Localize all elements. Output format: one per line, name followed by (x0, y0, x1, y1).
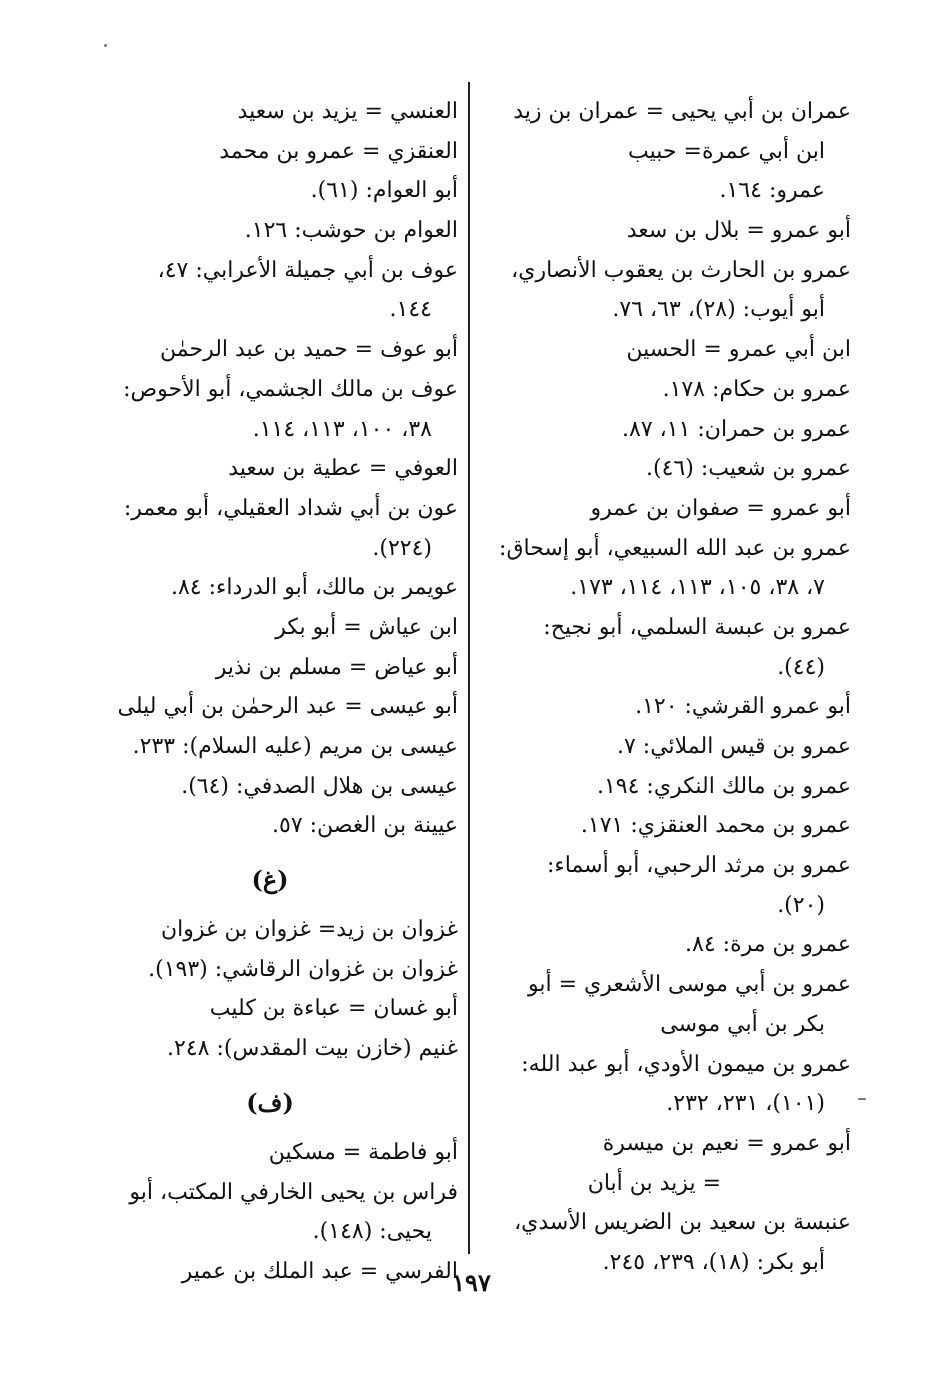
index-entry: عمران بن أبي يحيى = عمران بن زيد (513, 99, 851, 124)
column-divider (468, 82, 470, 1254)
index-entry: أبو عياض = مسلم بن نذير (215, 654, 458, 680)
index-entry: عمرو بن الحارث بن يعقوب الأنصاري، (511, 257, 851, 283)
index-entry: عمرو: ١٦٤. (719, 178, 825, 204)
index-entry: عوف بن أبي جميلة الأعرابي: ٤٧، (157, 257, 458, 283)
index-entry: عمرو بن عبسة السلمي، أبو نجيح: (543, 614, 851, 640)
index-entry: عمرو بن ميمون الأودي، أبو عبد الله: (521, 1051, 851, 1077)
index-entry: العنسي = يزيد بن سعيد (237, 99, 458, 124)
index-entry: أبو عوف = حميد بن عبد الرحمٰن (160, 337, 458, 363)
index-entry-continuation: ٣٨، ١٠٠، ١١٣، ١١٤. (252, 416, 432, 442)
section-heading-fa: (ف) (246, 1087, 294, 1117)
index-entry-continuation: بكر بن أبي موسى (660, 1011, 825, 1037)
index-entry: عويمر بن مالك، أبو الدرداء: ٨٤. (170, 575, 458, 601)
index-entry: عنبسة بن سعيد بن الضريس الأسدي، (514, 1210, 851, 1236)
index-entry: عمرو بن محمد العنقزي: ١٧١. (580, 813, 851, 839)
index-entry: ابن عياش = أبو بكر (275, 614, 458, 640)
index-entry: العنقزي = عمرو بن محمد (219, 138, 458, 164)
index-entry-continuation: (٤٤). (777, 654, 825, 680)
index-entry: فراس بن يحيى الخارفي المكتب، أبو (129, 1179, 458, 1205)
index-entry: عمرو بن قيس الملائي: ٧. (616, 734, 851, 759)
index-entry: عمرو بن عبد الله السبيعي، أبو إسحاق: (499, 535, 851, 561)
index-entry-continuation: أبو أيوب: (٢٨)، ٦٣، ٧٦. (612, 297, 825, 323)
index-entry: الفرسي = عبد الملك بن عمير (181, 1258, 458, 1284)
index-entry-continuation: (٢٢٤). (372, 535, 432, 561)
index-entry: عون بن أبي شداد العقيلي، أبو معمر: (123, 495, 458, 521)
index-entry: عمرو بن مرة: ٨٤. (685, 932, 851, 958)
index-entry-continuation: ٧، ٣٨، ١٠٥، ١١٣، ١١٤، ١٧٣. (570, 575, 825, 601)
index-entry: عيسى بن هلال الصدفي: (٦٤). (181, 773, 458, 799)
page-number: ١٩٧ (452, 1268, 491, 1297)
index-entry-continuation: = يزيد بن أبان (587, 1170, 721, 1196)
index-entry: أبو فاطمة = مسكين (268, 1139, 458, 1165)
index-entry: عمرو بن حمران: ١١، ٨٧. (622, 416, 851, 442)
scan-speck (104, 44, 107, 47)
index-entry: عيينة بن الغصن: ٥٧. (272, 813, 458, 839)
index-entry: عمرو بن أبي موسى الأشعري = أبو (527, 972, 851, 998)
index-entry: أبو غسان = عباءة بن كليب (209, 996, 458, 1022)
index-entry: غزوان بن زيد= غزوان بن غزوان (160, 917, 458, 943)
left-index-column (82, 92, 458, 1292)
index-entry: أبو عمرو = بلال بن سعد (626, 218, 851, 244)
scan-speck (858, 1098, 866, 1100)
index-entry: أبو عمرو = نعيم بن ميسرة (602, 1130, 851, 1156)
index-entry: عمرو بن شعيب: (٤٦). (646, 456, 851, 482)
index-entry: ابن أبي عمرة= حبيب (628, 138, 825, 164)
index-entry: ابن أبي عمرو = الحسين (626, 337, 851, 363)
index-entry: عيسى بن مريم (عليه السلام): ٢٣٣. (132, 734, 458, 759)
index-entry-continuation: (٢٠). (777, 892, 825, 918)
index-entry-continuation: ١٤٤. (389, 297, 432, 323)
index-entry: أبو العوام: (٦١). (310, 178, 458, 204)
index-entry: عمرو بن مرثد الرحبي، أبو أسماء: (547, 853, 851, 879)
right-index-column (469, 92, 851, 1283)
section-heading-ghain: (غ) (251, 865, 289, 895)
index-entry: أبو عمرو = صفوان بن عمرو (590, 495, 851, 521)
index-entry-continuation: يحيى: (١٤٨). (312, 1219, 432, 1245)
index-entry-continuation: أبو بكر: (١٨)، ٢٣٩، ٢٤٥. (602, 1249, 825, 1275)
index-entry: غزوان بن غزوان الرقاشي: (١٩٣). (148, 956, 458, 982)
index-entry: أبو عيسى = عبد الرحمٰن بن أبي ليلى (117, 694, 458, 720)
index-entry: عمرو بن مالك النكري: ١٩٤. (596, 773, 851, 799)
index-entry: العوام بن حوشب: ١٢٦. (244, 218, 458, 244)
index-entry: غنيم (خازن بيت المقدس): ٢٤٨. (167, 1036, 458, 1062)
index-entry: عوف بن مالك الجشمي، أبو الأحوص: (123, 376, 458, 402)
index-entry: العوفي = عطية بن سعيد (228, 456, 458, 482)
index-entry-continuation: (١٠١)، ٢٣١، ٢٣٢. (666, 1091, 825, 1117)
index-entry: عمرو بن حكام: ١٧٨. (662, 376, 851, 402)
index-entry: أبو عمرو القرشي: ١٢٠. (635, 694, 851, 720)
